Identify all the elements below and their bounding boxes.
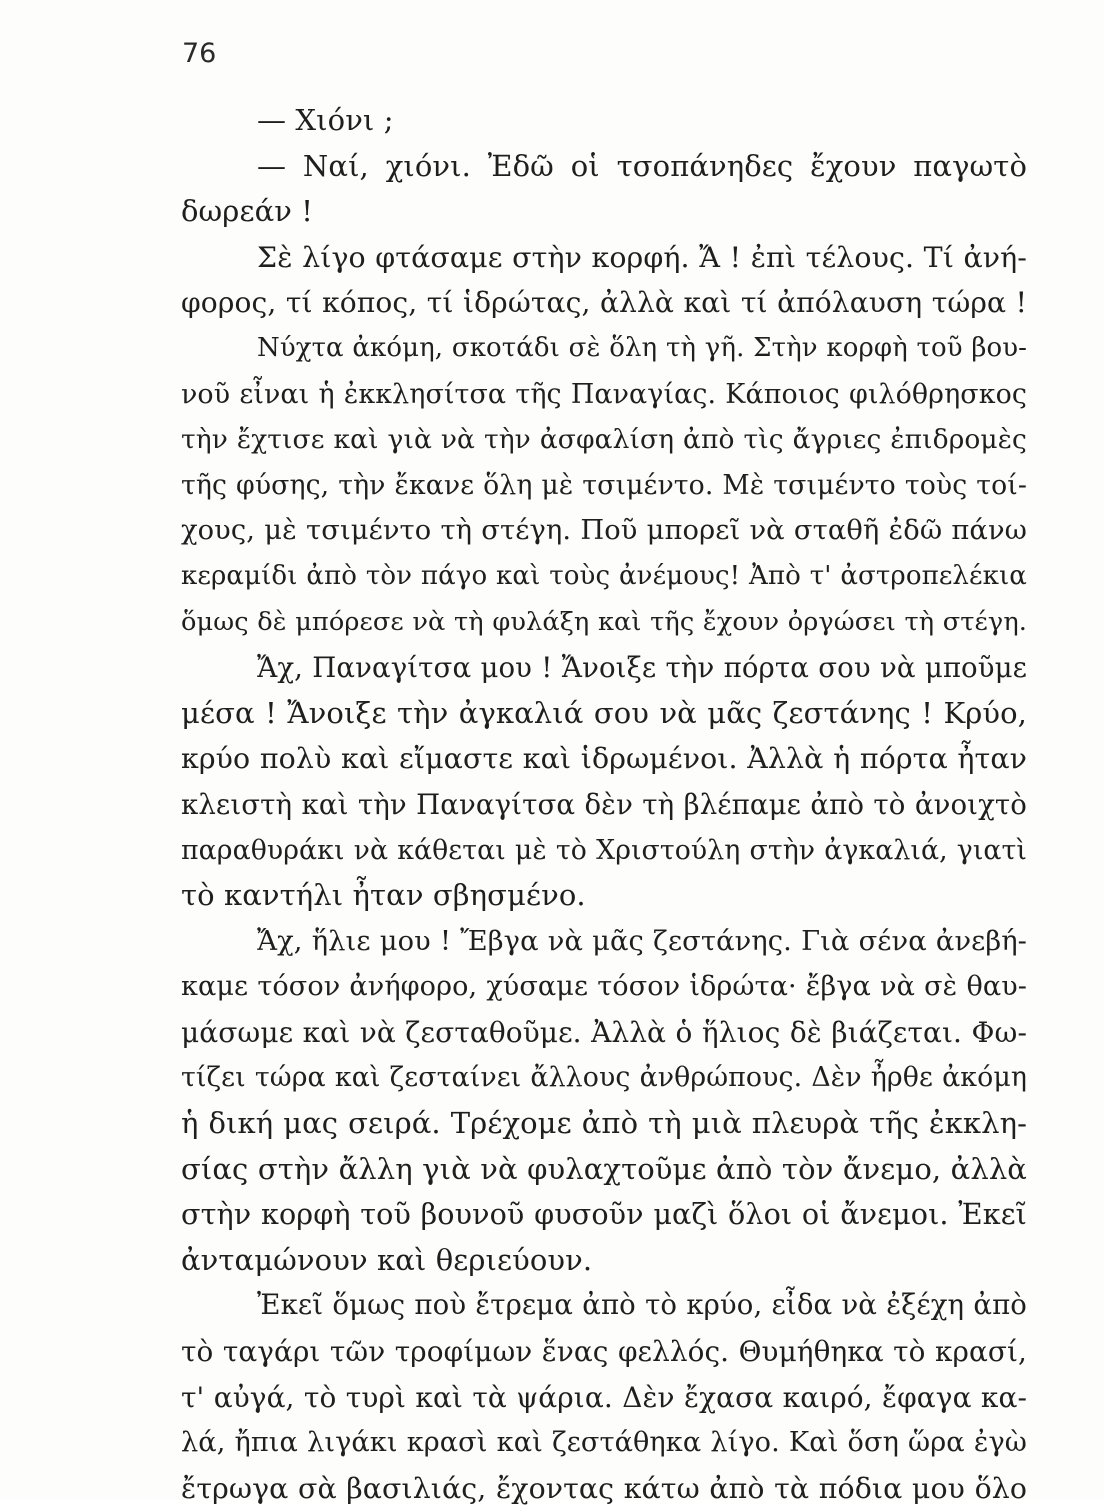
text-line: μέσα ! Ἄνοιξε τὴν ἀγκαλιά σου νὰ μᾶς ζεστάνης ! Κρύο,: [181, 695, 1027, 730]
text-line: Νύχτα ἀκόμη, σκοτάδι σὲ ὅλη τὴ γῆ. Στὴν κορφὴ τοῦ βου-: [257, 332, 1027, 363]
text-line: κεραμίδι ἀπὸ τὸν πάγο καὶ τοὺς ἀνέμους! Ἀπὸ τ' ἀστροπελέκια: [181, 560, 1027, 591]
text-line: δωρεάν !: [181, 194, 314, 229]
text-line: στὴν κορφὴ τοῦ βουνοῦ φυσοῦν μαζὶ ὅλοι οἱ ἄνεμοι. Ἐκεῖ: [181, 1197, 1027, 1232]
text-line: ἡ δική μας σειρά. Τρέχομε ἀπὸ τὴ μιὰ πλευρὰ τῆς ἐκκλη-: [181, 1106, 1027, 1141]
text-line: τὸ καντήλι ἦταν σβησμένο.: [181, 878, 586, 913]
page-number: 76: [182, 38, 217, 69]
text-line: Ἐκεῖ ὅμως ποὺ ἔτρεμα ἀπὸ τὸ κρύο, εἶδα νὰ ἐξέχη ἀπὸ: [257, 1289, 1027, 1322]
text-line: ἔτρωγα σὰ βασιλιάς, ἔχοντας κάτω ἀπὸ τὰ πόδια μου ὅλο: [181, 1471, 1027, 1505]
text-line: τὸ ταγάρι τῶν τροφίμων ἕνας φελλός. Θυμήθηκα τὸ κρασί,: [181, 1335, 1027, 1369]
text-line: φορος, τί κόπος, τί ἱδρώτας, ἀλλὰ καὶ τί ἀπόλαυση τώρα !: [181, 286, 1027, 320]
text-line: χους, μὲ τσιμέντο τὴ στέγη. Ποῦ μπορεῖ νὰ σταθῆ ἐδῶ πάνω: [181, 515, 1027, 547]
text-line: — Ναί, χιόνι. Ἐδῶ οἱ τσοπάνηδες ἔχουν παγωτὸ: [257, 148, 1027, 183]
text-line: Ἄχ, ἥλιε μου ! Ἔβγα νὰ μᾶς ζεστάνης. Γιὰ σένα ἀνεβή-: [257, 925, 1027, 957]
text-line: κρύο πολὺ καὶ εἴμαστε καὶ ἱδρωμένοι. Ἀλλὰ ἡ πόρτα ἦταν: [181, 742, 1027, 776]
text-line: Σὲ λίγο φτάσαμε στὴν κορφή. Ἄ ! ἐπὶ τέλους. Τί ἀνή-: [257, 240, 1027, 274]
text-line: καμε τόσον ἀνήφορο, χύσαμε τόσον ἱδρώτα· ἔβγα νὰ σὲ θαυ-: [181, 971, 1027, 1003]
text-line: τίζει τώρα καὶ ζεσταίνει ἄλλους ἀνθρώπους. Δὲν ἦρθε ἀκόμη: [181, 1062, 1027, 1094]
text-line: κλειστὴ καὶ τὴν Παναγίτσα δὲν τὴ βλέπαμε ἀπὸ τὸ ἀνοιχτὸ: [181, 787, 1027, 821]
text-line: ἀνταμώνουν καὶ θεριεύουν.: [181, 1242, 593, 1277]
text-line: νοῦ εἶναι ἡ ἐκκλησίτσα τῆς Παναγίας. Κάποιος φιλόθρησκος: [181, 378, 1027, 410]
text-line: τῆς φύσης, τὴν ἔκανε ὅλη μὲ τσιμέντο. Μὲ τσιμέντο τοὺς τοί-: [181, 469, 1027, 501]
text-line: — Χιόνι ;: [257, 103, 394, 137]
text-line: σίας στὴν ἄλλη γιὰ νὰ φυλαχτοῦμε ἀπὸ τὸν ἄνεμο, ἀλλὰ: [181, 1151, 1027, 1186]
text-line: τ' αὐγά, τὸ τυρὶ καὶ τὰ ψάρια. Δὲν ἔχασα καιρό, ἔφαγα κα-: [181, 1380, 1027, 1414]
body-text: [181, 98, 1027, 1511]
text-line: ὅμως δὲ μπόρεσε νὰ τὴ φυλάξη καὶ τῆς ἔχουν ὀργώσει τὴ στέγη.: [181, 606, 1027, 637]
text-line: λά, ἤπια λιγάκι κρασὶ καὶ ζεστάθηκα λίγο. Καὶ ὅση ὥρα ἐγὼ: [181, 1427, 1027, 1459]
text-line: μάσωμε καὶ νὰ ζεσταθοῦμε. Ἀλλὰ ὁ ἥλιος δὲ βιάζεται. Φω-: [181, 1015, 1027, 1049]
text-line: Ἄχ, Παναγίτσα μου ! Ἄνοιξε τὴν πόρτα σου νὰ μποῦμε: [257, 651, 1027, 685]
text-line: παραθυράκι νὰ κάθεται μὲ τὸ Χριστούλη στὴν ἀγκαλιά, γιατὶ: [181, 834, 1027, 866]
text-line: τὴν ἔχτισε καὶ γιὰ νὰ τὴν ἀσφαλίση ἀπὸ τὶς ἄγριες ἐπιδρομὲς: [181, 424, 1027, 456]
